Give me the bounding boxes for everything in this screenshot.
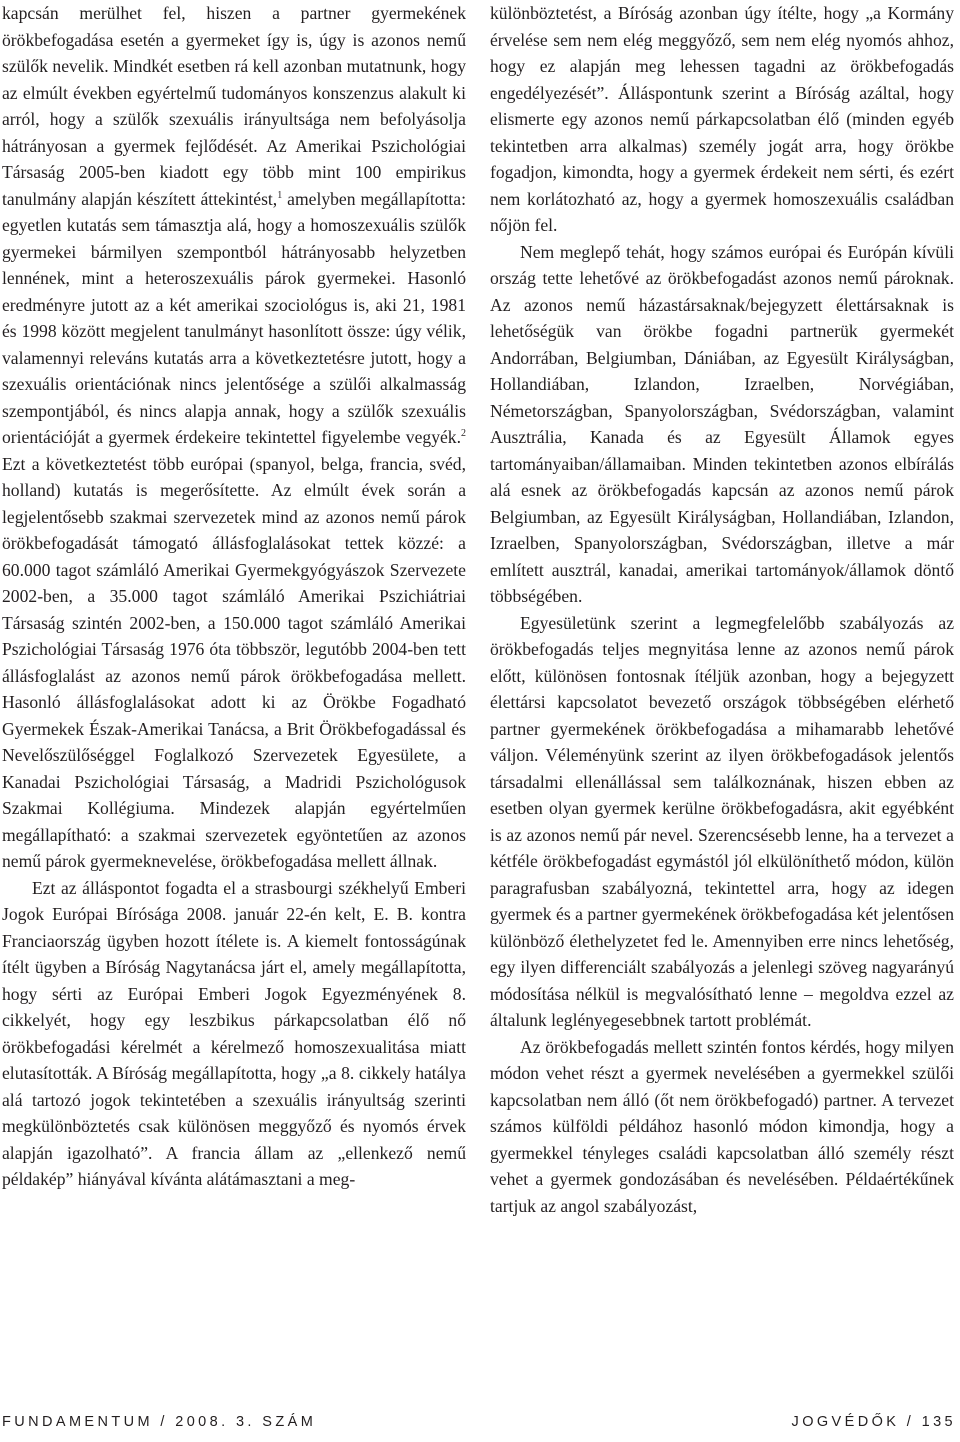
footnote-ref-1[interactable]: 1	[277, 189, 283, 201]
left-paragraph-1	[2, 0, 466, 875]
footer-section-page-number: JOGVÉDŐK / 135	[791, 1414, 956, 1430]
right-paragraph-1: különböztetést, a Bíróság azonban úgy ítélte, hogy „a Kormány érvelése sem nem elég meggyőző, sem nem elég nyomós ahhoz, hogy ez alapján meg lehessen tagadni az örökbefogadás engedélyezését”. Álláspontunk szerint a Bíróság azáltal, hogy elismerte egy azonos nemű párkapcsolatban élő (minden egyéb tekintetben arra alkalmas) személy jogát arra, hogy örökbe fogadjon, kimondta, hogy a gyermek érdekeit nem sérti, és ezért nem korlátozható az, hogy a gyermek homoszexuális családban nőjön fel.	[490, 3, 954, 235]
right-paragraph-3: Egyesületünk szerint a legmegfelelőbb szabályozás az örökbefogadás teljes megnyitása lenne az azonos nemű párok előtt, különösen fontosnak ítéljük azonban, hogy a bejegyzett élettársi kapcsolatot bevezető országok többségében elérhető partner gyermekének örökbefogadása a mihamarabb lehetővé váljon. Véleményünk szerint az ilyen örökbefogadások jelentős társadalmi ellenállással sem találkoznának, hiszen ebben az esetben olyan gyermek kerülne örökbefogadásra, akit egyébként is az azonos nemű pár nevel. Szerencsésebb lenne, ha a tervezet a kétféle örökbefogadást egymástól jól elkülöníthető módon, külön paragrafusban szabályozná, tekintettel arra, hogy az idegen gyermek és a partner gyermekének örökbefogadása két jelentősen különböző élethelyzetet fed le. Amennyiben erre nincs lehetőség, egy ilyen differenciált szabályozás a jelenlegi szöveg nagyarányú módosítása nélkül is megvalósítható lenne – megoldva ezzel az általunk leglényegesebbnek tartott problémát.	[490, 612, 954, 1030]
paragraph-text: Ezt a következtetést több európai (spanyol, belga, francia, svéd, holland) kutatás is megerősítette. Az elmúlt évek során a legjelentősebb szakmai szervezetek mind az azonos nemű párok örökbefogadását támogató állásfoglalásokat tettek közzé: a 60.000 tagot számláló Amerikai Gyermekgyógyászok Szervezete 2002-ben, a 35.000 tagot számláló Amerikai Pszichiátriai Társaság szintén 2002-ben, a 150.000 tagot számláló Amerikai Pszichológiai Társaság 1976 óta többször, legutóbb 2004-ben tett állásfoglalást az azonos nemű párok örökbefogadása mellett. Hasonló állásfoglalásokat adott ki az Örökbe Fogadható Gyermekek Észak-Amerikai Tanácsa, a Brit Örökbefogadással és Nevelőszülőséggel Foglalkozó Szervezetek Egyesülete, a Kanadai Pszichológiai Társaság, a Madridi Pszichológusok Szakmai Kollégiuma. Mindezek alapján egyértelműen megállapítható: a szakmai szervezetek egyöntetűen az azonos nemű párok gyermeknevelése, örökbefogadása mellett állnak.	[2, 453, 466, 871]
right-paragraph-4: Az örökbefogadás mellett szintén fontos kérdés, hogy milyen módon vehet részt a gyermek nevelésében a gyermekkel szülői kapcsolatban nem álló (őt nem örökbefogadó) partner. A tervezet számos külföldi példához hasonló módon kimondja, hogy a gyermekkel tényleges családi kapcsolatban álló személy részt vehet a gyermek gondozásában és nevelésében. Példaértékűnek tartjuk az angol szabályozást,	[490, 1036, 954, 1216]
footnote-ref-2[interactable]: 2	[461, 428, 466, 440]
paragraph-text: kapcsán merülhet fel, hiszen a partner gyermekének örökbefogadása esetén a gyermeket így is, úgy is azonos nemű szülők nevelik. Mindkét esetben rá kell azonban mutatnunk, hogy az elmúlt években egyértelmű tudományos konszenzus alakult ki arról, hogy a szülők szexuális irányultsága nem befolyásolja hátrányosan a gyermek fejlődését. Az Amerikai Pszichológiai Társaság 2005-ben kiadott egy több mint 100 empirikus tanulmány alapján készített áttekintést,	[2, 3, 466, 209]
right-column	[490, 0, 954, 1400]
right-paragraph-2: Nem meglepő tehát, hogy számos európai és Európán kívüli ország tette lehetővé az örökbefogadást azonos nemű pároknak. Az azonos nemű házastársaknak/bejegyzett élettársaknak is lehetőségük van örökbe fogadni partnerük gyermekét Andorrában, Belgiumban, Dániában, az Egyesült Királyságban, Hollandiában, Izlandon, Izraelben, Norvégiában, Németországban, Spanyolországban, Svédországban, valamint Ausztrália, Kanada és az Egyesült Államok egyes tartományaiban/államaiban. Minden tekintetben azonos elbírálás alá esnek az örökbefogadás kapcsán az azonos nemű párok Belgiumban, az Egyesült Királyságban, Hollandiában, Izlandon, Izraelben, Spanyolországban, Svédországban, illetve a már említett ausztrál, kanadai, amerikai tartományok/államok döntő többségében.	[490, 241, 954, 606]
paragraph-text: amelyben megállapította: egyetlen kutatás sem támasztja alá, hogy a homoszexuális szülők gyermekei bármilyen szempontból hátrányosabb helyzetben lennének, mint a heteroszexuális párok gyermekei. Hasonló eredményre jutott az a két amerikai szociológus is, aki 21, 1981 és 1998 között megjelent tanulmányt hasonlított össze: úgy vélik, valamennyi releváns kutatás arra a következtetésre jutott, hogy a szexuális orientációnak nincs jelentősége a szülői alkalmasság szempontjából, és nincs alapja annak, hogy a szülők szexuális orientációját a gyermek érdekeire tekintettel figyelembe vegyék.	[2, 188, 466, 447]
left-paragraph-2: Ezt az álláspontot fogadta el a strasbourgi székhelyű Emberi Jogok Európai Bírósága 2008. január 22-én kelt, E. B. kontra Franciaország ügyben hozott ítélete is. A kiemelt fontosságúnak ítélt ügyben a Bíróság Nagytanácsa járt el, amely megállapította, hogy sérti az Európai Emberi Jogok Egyezményének 8. cikkelyét, hogy egy leszbikus párkapcsolatban élő nő örökbefogadási kérelmét a kérelmező homoszexualitása miatt elutasították. A Bíróság megállapította, hogy „a 8. cikkely hatálya alá tartozó jogok tekintetében a szexuális irányultság szerinti megkülönböztetés csak különösen meggyőző és nyomós érvek alapján igazolható”. A francia állam az „ellenkező nemű példakép” hiányával kívánta alátámasztani a meg-	[2, 877, 466, 1189]
left-column	[2, 0, 466, 1400]
footer-journal-issue: FUNDAMENTUM / 2008. 3. SZÁM	[2, 1414, 317, 1430]
